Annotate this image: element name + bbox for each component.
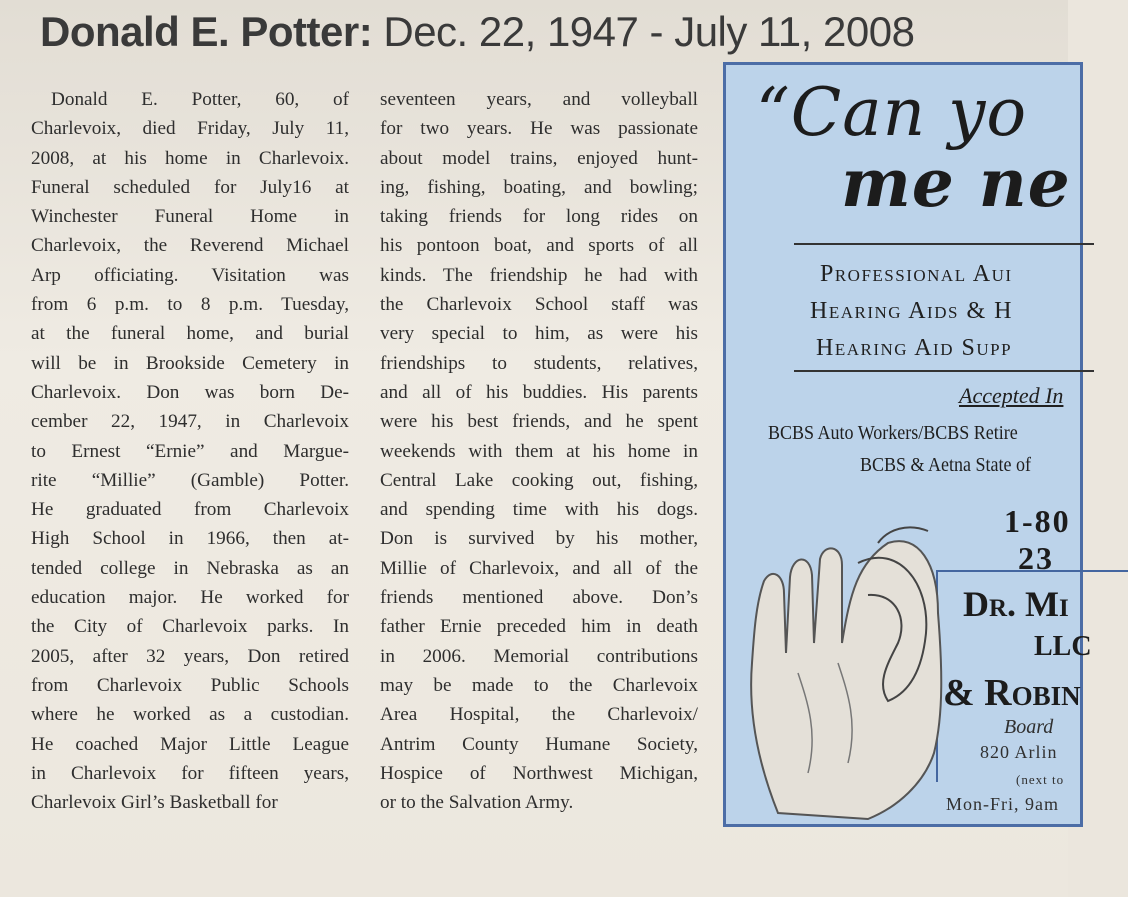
ad-service-2: Hearing Aids & H xyxy=(810,298,1013,324)
obituary-line: the Charlevoix School staff was xyxy=(380,294,698,316)
obituary-line: Funeral scheduled for July16 at xyxy=(31,176,349,198)
ad-rule-top xyxy=(794,243,1094,245)
obituary-column-2 xyxy=(380,85,698,817)
obituary-line: taking friends for long rides on xyxy=(380,206,698,228)
obituary-line: Winchester Funeral Home in xyxy=(31,206,349,228)
hand-cupped-to-ear-icon xyxy=(738,523,968,823)
obituary-line: He graduated from Charlevoix xyxy=(31,499,349,521)
obituary-line: and all of his buddies. His parents xyxy=(380,381,698,403)
obituary-line: Hospice of Northwest Michigan, xyxy=(380,762,698,784)
ad-phone-line1: 1-80 xyxy=(1004,503,1071,539)
ad-insurance-2: BCBS & Aetna State of xyxy=(860,454,1031,476)
headline-dates: Dec. 22, 1947 - July 11, 2008 xyxy=(372,8,915,55)
ad-robin-name: & Robin xyxy=(943,672,1081,714)
ad-headline-line2: me ne xyxy=(841,144,1071,222)
obituary-line: Area Hospital, the Charlevoix/ xyxy=(380,704,698,726)
ad-hours: Mon-Fri, 9am xyxy=(946,794,1059,814)
obituary-line: from Charlevoix Public Schools xyxy=(31,674,349,696)
obituary-line: friends mentioned above. Don’s xyxy=(380,587,698,609)
obituary-line: his pontoon boat, and sports of all xyxy=(380,235,698,257)
obituary-line: the City of Charlevoix parks. In xyxy=(31,616,349,638)
ad-rule-bottom xyxy=(794,370,1094,372)
obituary-line: tended college in Nebraska as an xyxy=(31,557,349,579)
obituary-line: at the funeral home, and burial xyxy=(31,323,349,345)
obituary-line: Donald E. Potter, 60, of xyxy=(51,89,349,110)
obituary-line: 2005, after 32 years, Don retired xyxy=(31,645,349,667)
obituary-line: for two years. He was passionate xyxy=(380,118,698,140)
obituary-line: rite “Millie” (Gamble) Potter. xyxy=(31,469,349,491)
obituary-line: 2008, at his home in Charlevoix. xyxy=(31,147,349,169)
obituary-line: to Ernest “Ernie” and Margue- xyxy=(31,440,349,462)
ad-accepted-insurance: Accepted In xyxy=(959,383,1064,408)
obituary-line: Don is survived by his mother, xyxy=(380,528,698,550)
ad-address: 820 Arlin xyxy=(980,742,1058,762)
obituary-line: will be in Brookside Cemetery in xyxy=(31,352,349,374)
obituary-line: or to the Salvation Army. xyxy=(380,792,574,814)
ad-doctor-name: Dr. Mi xyxy=(963,584,1069,624)
obituary-line: weekends with them at his home in xyxy=(380,440,698,462)
obituary-line: ing, fishing, boating, and bowling; xyxy=(380,176,698,198)
obituary-line: were his best friends, and he spent xyxy=(380,411,698,433)
ad-service-3: Hearing Aid Supp xyxy=(816,335,1013,361)
obituary-line: father Ernie preceded him in death xyxy=(380,616,698,638)
obituary-line: He coached Major Little League xyxy=(31,733,349,755)
ad-next-to: (next to xyxy=(1016,772,1065,787)
obituary-line: kinds. The friendship he had with xyxy=(380,264,698,286)
obituary-line: Charlevoix, the Reverend Michael xyxy=(31,235,349,257)
obituary-line: Central Lake cooking out, fishing, xyxy=(380,469,698,491)
obituary-line: Arp officiating. Visitation was xyxy=(31,264,349,286)
obituary-headline xyxy=(40,6,914,58)
ad-headline-line1: “Can yo xyxy=(756,74,1028,151)
ad-llc: LLC xyxy=(1034,631,1092,662)
obituary-line: about model trains, enjoyed hunt- xyxy=(380,147,698,169)
obituary-line: may be made to the Charlevoix xyxy=(380,674,698,696)
hearing-aid-advertisement xyxy=(723,62,1092,827)
obituary-line: Charlevoix. Don was born De- xyxy=(31,381,349,403)
ad-insurance-1: BCBS Auto Workers/BCBS Retire xyxy=(768,422,1018,444)
obituary-line: Antrim County Humane Society, xyxy=(380,733,698,755)
obituary-line: and spending time with his dogs. xyxy=(380,499,698,521)
obituary-line: seventeen years, and volleyball xyxy=(380,89,698,110)
ad-service-1: Professional Aui xyxy=(820,261,1013,287)
headline-name: Donald E. Potter: xyxy=(40,8,373,55)
obituary-line: High School in 1966, then at- xyxy=(31,528,349,550)
obituary-line: friendships to students, relatives, xyxy=(380,352,698,374)
obituary-line: from 6 p.m. to 8 p.m. Tuesday, xyxy=(31,294,349,316)
obituary-line: in 2006. Memorial contributions xyxy=(380,645,698,667)
obituary-column-1 xyxy=(31,85,349,817)
obituary-line: very special to him, as were his xyxy=(380,323,698,345)
obituary-line: cember 22, 1947, in Charlevoix xyxy=(31,411,349,433)
obituary-line: where he worked as a custodian. xyxy=(31,704,349,726)
ad-board: Board xyxy=(1004,716,1054,738)
ad-phone-line2: 23 xyxy=(1018,540,1054,576)
obituary-line: education major. He worked for xyxy=(31,587,349,609)
obituary-line: Millie of Charlevoix, and all of the xyxy=(380,557,698,579)
obituary-line: in Charlevoix for fifteen years, xyxy=(31,762,349,784)
obituary-line: Charlevoix Girl’s Basketball for xyxy=(31,792,278,814)
obituary-line: Charlevoix, died Friday, July 11, xyxy=(31,118,349,140)
